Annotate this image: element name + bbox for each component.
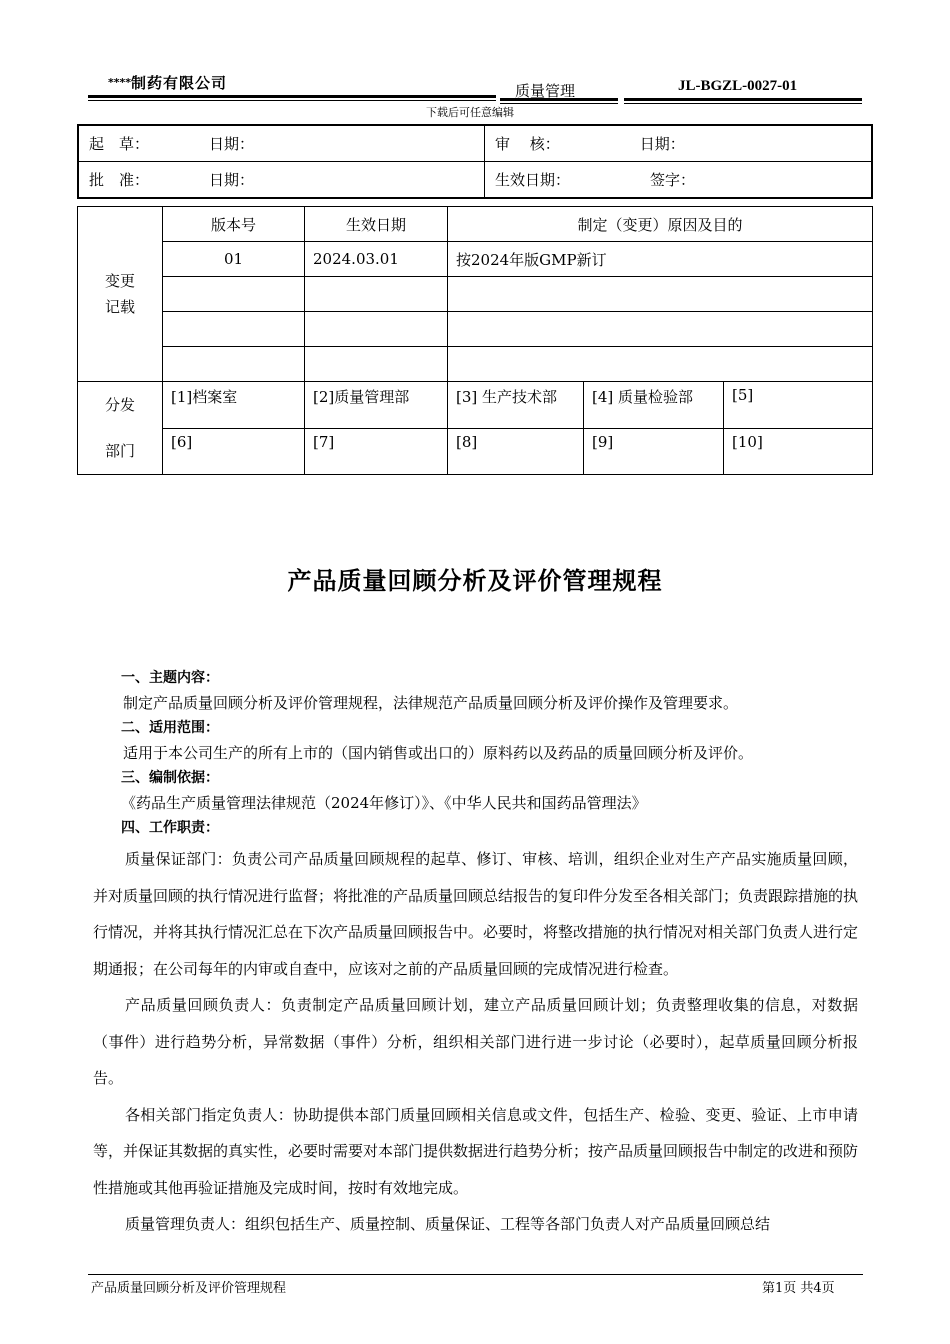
header-rule-mid bbox=[500, 98, 618, 104]
company-name: ****制药有限公司 bbox=[108, 74, 228, 92]
section-heading: 一、主题内容： bbox=[121, 670, 219, 686]
version-cell: 01 bbox=[163, 242, 305, 277]
paragraph: 产品质量回顾负责人：负责制定产品质量回顾计划，建立产品质量回顾计划；负责整理收集的信息，对数据（事件）进行趋势分析，异常数据（事件）分析，组织相关部门进行进一步讨论（必要时），起草质量回顾分析报告。 bbox=[93, 996, 858, 1087]
dist-dept-9: [9] bbox=[584, 428, 724, 475]
document-title: 产品质量回顾分析及评价管理规程 bbox=[287, 567, 663, 595]
paragraph: 各相关部门指定负责人：协助提供本部门质量回顾相关信息或文件，包括生产、检验、变更、验证、上市申请等，并保证其数据的真实性，必要时需要对本部门提供数据进行趋势分析；按产品质量回顾报告中制定的改进和预防性措施或其他再验证措施及完成时间，按时有效地完成。 bbox=[93, 1105, 859, 1197]
section-heading: 四、工作职责： bbox=[121, 820, 219, 836]
download-note: 下载后可任意编辑 bbox=[426, 106, 514, 119]
document-code: JL-BGZL-0027-01 bbox=[678, 78, 798, 94]
header-department: 质量管理 bbox=[515, 82, 576, 100]
effective-cell: 生效日期： 签字： bbox=[485, 162, 873, 199]
revision-label: 变更 记载 bbox=[78, 207, 163, 382]
dist-dept-5: [5] bbox=[724, 382, 873, 429]
signoff-table bbox=[77, 124, 873, 199]
section-text: 适用于本公司生产的所有上市的（国内销售或出口的）原料药以及药品的质量回顾分析及评价。 bbox=[123, 744, 754, 762]
dist-dept-7: [7] bbox=[305, 428, 448, 475]
page-number: 第1页 共4页 bbox=[762, 1281, 835, 1296]
dist-dept-10: [10] bbox=[724, 428, 873, 475]
reason-cell: 按2024年版GMP新订 bbox=[448, 242, 873, 277]
section-text: 《药品生产质量管理法律规范（2024年修订）》、《中华人民共和国药品管理法》 bbox=[121, 794, 647, 812]
table-row bbox=[78, 347, 873, 382]
header-version: 版本号 bbox=[163, 207, 305, 242]
dist-dept-3: [3] 生产技术部 bbox=[448, 382, 584, 429]
approver-cell: 批 准： 日期： bbox=[78, 162, 485, 199]
header-rule-left bbox=[88, 95, 496, 101]
dist-dept-4: [4] 质量检验部 bbox=[584, 382, 724, 429]
footer-rule bbox=[88, 1274, 863, 1275]
document-body bbox=[93, 666, 858, 1243]
paragraph: 质量保证部门：负责公司产品质量回顾规程的起草、修订、审核、培训，组织企业对生产产品实施质量回顾，并对质量回顾的执行情况进行监督；将批准的产品质量回顾总结报告的复印件分发至各相关部门；负责跟踪措施的执行情况，并将其执行情况汇总在下次产品质量回顾报告中。必要时，将整改措施的执行情况对相关部门负责人进行定期通报；在公司每年的内审或自查中，应该对之前的产品质量回顾的完成情况进行检查。 bbox=[93, 850, 859, 978]
table-row bbox=[78, 277, 873, 312]
section-text: 制定产品质量回顾分析及评价管理规程，法律规范产品质量回顾分析及评价操作及管理要求。 bbox=[123, 694, 739, 712]
footer-doc-name: 产品质量回顾分析及评价管理规程 bbox=[91, 1281, 287, 1296]
table-row bbox=[78, 312, 873, 347]
drafter-cell: 起 草： 日期： bbox=[78, 125, 485, 162]
paragraph: 质量管理负责人：组织包括生产、质量控制、质量保证、工程等各部门负责人对产品质量回顾总结 bbox=[125, 1215, 771, 1233]
dist-dept-1: [1]档案室 bbox=[163, 382, 305, 429]
section-heading: 三、编制依据： bbox=[121, 770, 219, 786]
header-rule-right bbox=[624, 98, 862, 104]
dist-dept-6: [6] bbox=[163, 428, 305, 475]
dist-dept-8: [8] bbox=[448, 428, 584, 475]
table-row bbox=[78, 242, 873, 277]
date-cell: 2024.03.01 bbox=[305, 242, 448, 277]
distribution-label: 分发 部门 bbox=[78, 382, 163, 475]
header-reason: 制定（变更）原因及目的 bbox=[448, 207, 873, 242]
section-heading: 二、适用范围： bbox=[121, 720, 219, 736]
reviewer-cell: 审 核： 日期： bbox=[485, 125, 873, 162]
revision-table bbox=[77, 206, 873, 475]
header-effective-date: 生效日期 bbox=[305, 207, 448, 242]
dist-dept-2: [2]质量管理部 bbox=[305, 382, 448, 429]
